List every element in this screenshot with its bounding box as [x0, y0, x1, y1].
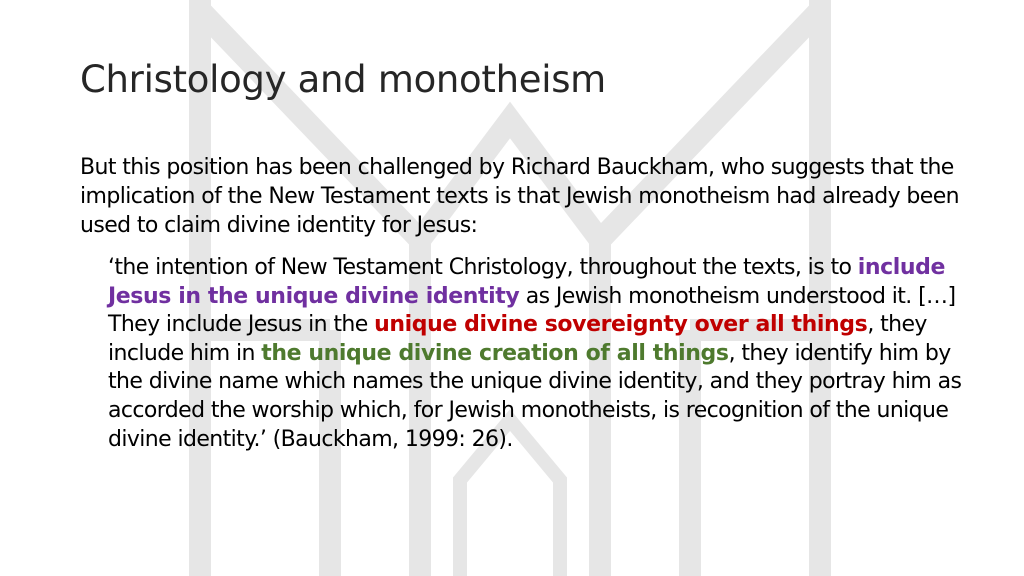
quote-text-part1: ‘the intention of New Testament Christology, throughout the texts, is to: [108, 255, 858, 280]
quote-highlight-divine-creation: the unique divine creation of all things: [261, 340, 729, 366]
quote-text-part3: , they include him in: [108, 312, 927, 366]
quote-text-part2: as Jewish monotheism understood it. […] They include Jesus in the: [108, 283, 956, 338]
slide-title: Christology and monotheism: [80, 58, 606, 101]
quote-highlight-divine-sovereignty: unique divine sovereignty over all things: [374, 312, 868, 338]
bauckham-quote: [108, 254, 968, 454]
intro-paragraph: But this position has been challenged by Richard Bauckham, who suggests that the implication of the New Testament texts is that Jewish monotheism had already been used to claim divine identity for Jesus:: [80, 155, 959, 238]
quote-text-part4: , they identify him by the divine name which names the unique divine identity, and they portray him as accorded the worship which, for Jewish monotheists, is recognition of the unique divine identity.’ (Bauckham, 1999: 26).: [108, 340, 962, 452]
quote-highlight-divine-identity: include Jesus in the unique divine identity: [108, 255, 946, 309]
